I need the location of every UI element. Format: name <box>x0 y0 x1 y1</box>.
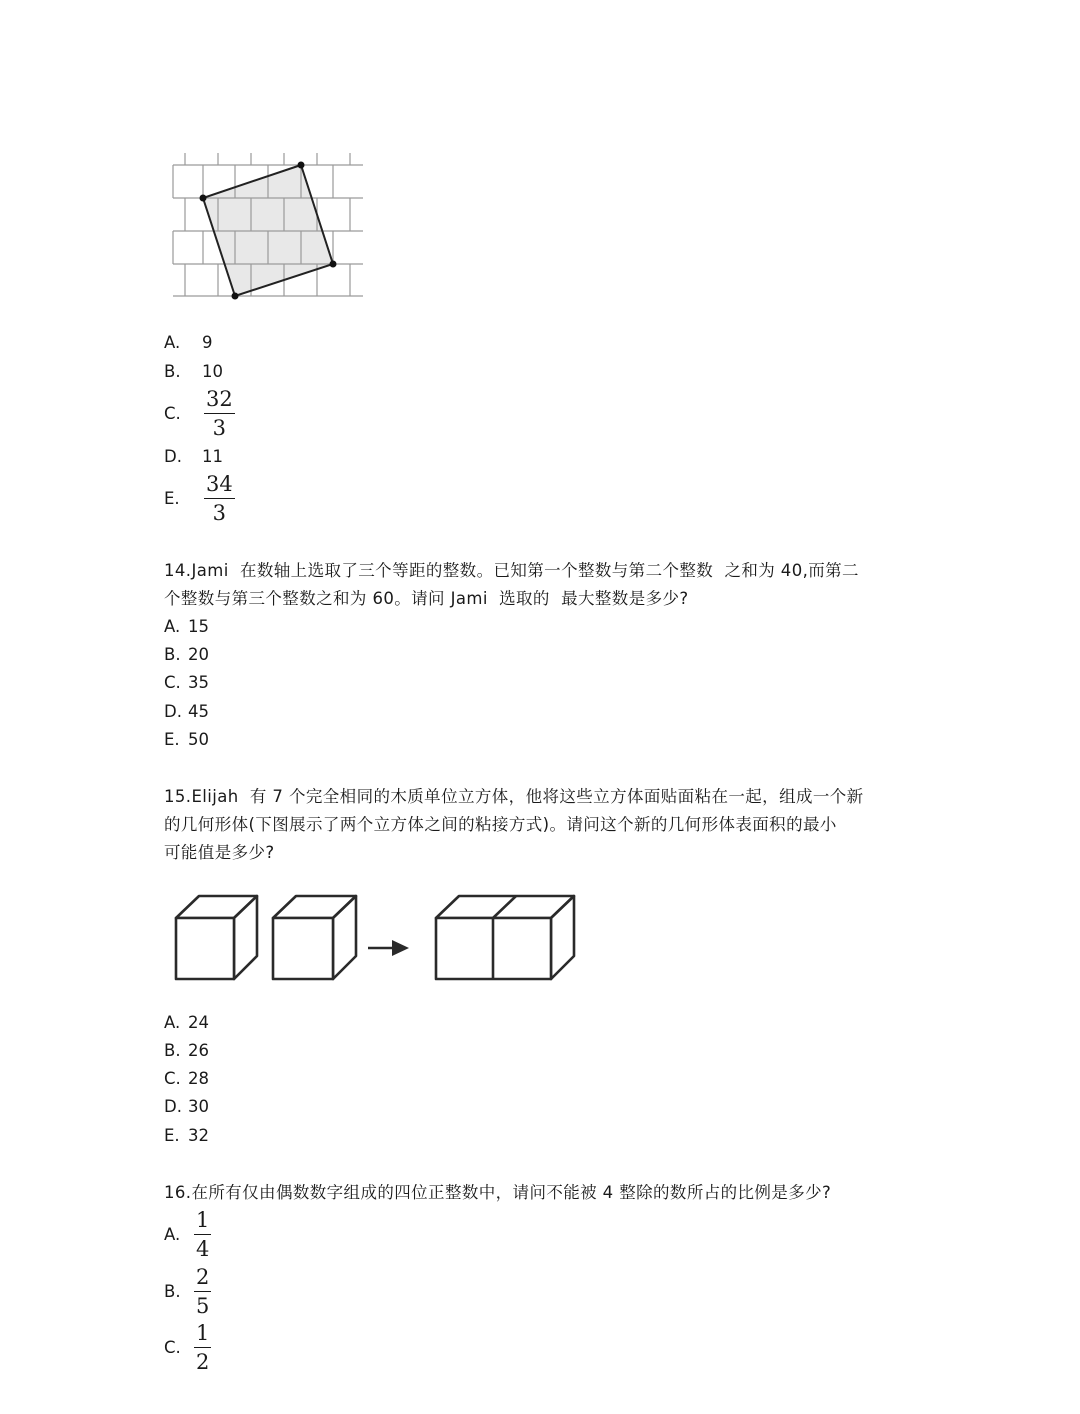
q13-option-a: A. 9 <box>164 333 213 352</box>
question-16-text: 16.在所有仅由偶数数字组成的四位正整数中，请问不能被 4 整除的数所占的比例是多少? <box>164 1183 832 1202</box>
fraction: 34 3 <box>206 472 233 525</box>
cube-1 <box>176 896 257 979</box>
q14-option-e: E. 50 <box>164 730 209 749</box>
q13-option-d: D. 11 <box>164 447 223 466</box>
brick-grid-figure <box>168 150 368 310</box>
question-14-text: 14.Jami 在数轴上选取了三个等距的整数。已知第一个整数与第二个整数 之和为 40,而第二 个整数与第三个整数之和为 60。请问 Jami 选取的 最大整数是多少? <box>164 561 859 608</box>
cubes-figure <box>168 890 588 990</box>
fraction: 32 3 <box>206 387 233 440</box>
q14-option-d: D. 45 <box>164 702 209 721</box>
q14-option-b: B. 20 <box>164 645 209 664</box>
joined-cubes <box>436 896 574 979</box>
q15-option-b: B. 26 <box>164 1041 209 1060</box>
question-15-text: 15.Elijah 有 7 个完全相同的木质单位立方体，他将这些立方体面贴面粘在一起，组成一个新 的几何形体(下图展示了两个立方体之间的粘接方式)。请问这个新的几何形体表面积的最小 可能值是多少? <box>164 787 864 862</box>
q15-option-c: C. 28 <box>164 1069 209 1088</box>
q13-option-b: B. 10 <box>164 362 223 381</box>
q15-option-e: E. 32 <box>164 1126 209 1145</box>
fraction: 1 4 <box>196 1208 210 1261</box>
q14-option-a: A. 15 <box>164 617 209 636</box>
q15-option-a: A. 24 <box>164 1013 209 1032</box>
cube-2 <box>273 896 356 979</box>
q15-option-d: D. 30 <box>164 1097 209 1116</box>
fraction: 1 2 <box>196 1321 210 1374</box>
fraction: 2 5 <box>196 1265 210 1318</box>
q14-option-c: C. 35 <box>164 673 209 692</box>
arrow-right-icon <box>368 940 409 956</box>
